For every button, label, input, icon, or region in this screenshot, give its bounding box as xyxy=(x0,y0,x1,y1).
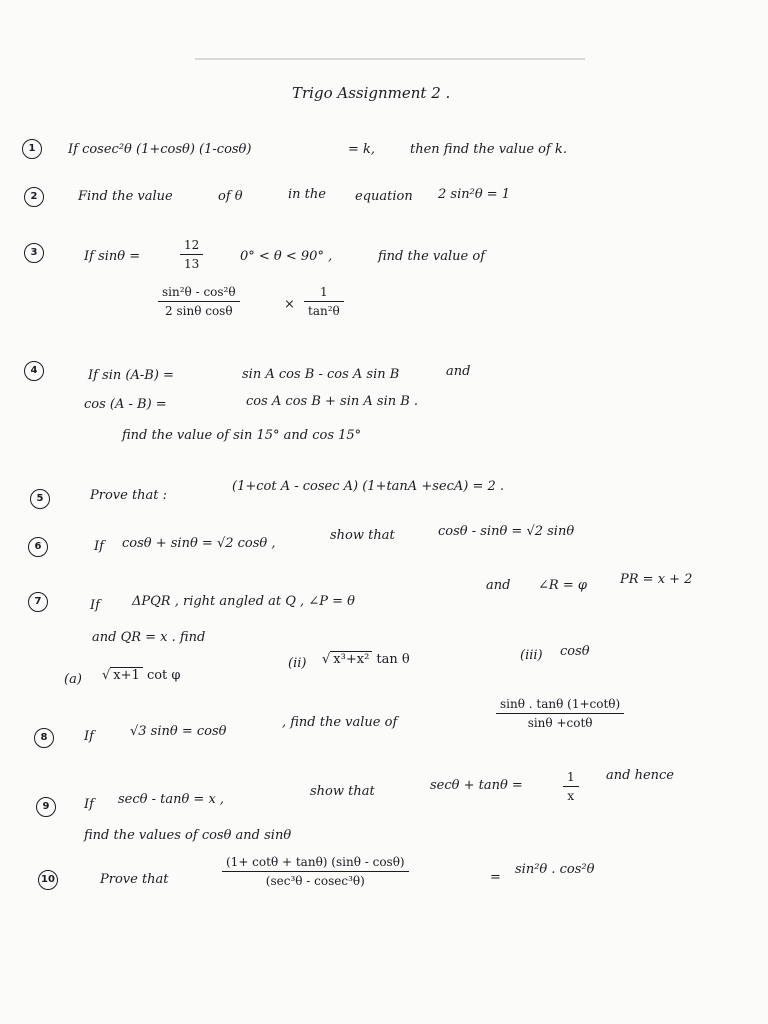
q9-fraction xyxy=(563,770,579,803)
q4-line2-b: cos A cos B + sin A sin B . xyxy=(246,394,419,409)
q5-text-b: (1+cot A - cosec A) (1+tanA +secA) = 2 . xyxy=(232,479,505,494)
q7-line1-c: and xyxy=(486,578,511,593)
q7-part-b-label: (ii) xyxy=(288,656,307,671)
q2-text-e: 2 sin²θ = 1 xyxy=(438,187,511,202)
q3-expression-2 xyxy=(304,285,344,318)
q7-line1-d: ∠R = φ xyxy=(538,578,587,593)
q6-text-b: cosθ + sinθ = √2 cosθ , xyxy=(122,536,276,551)
q1-text-b: = k, xyxy=(348,142,376,157)
question-number-7: 7 xyxy=(28,592,48,612)
question-number-2: 2 xyxy=(24,187,44,207)
q1-text-a: If cosec²θ (1+cosθ) (1-cosθ) xyxy=(68,142,252,157)
q2-text-a: Find the value xyxy=(78,189,173,204)
q9-fraction-bottom: x xyxy=(567,789,575,803)
q5-text-a: Prove that : xyxy=(90,488,168,503)
q6-text-c: show that xyxy=(330,528,395,543)
q9-line1-b: secθ - tanθ = x , xyxy=(118,792,225,807)
q7-part-c-rest: cosθ xyxy=(560,644,590,659)
q9-line1-e: and hence xyxy=(606,768,674,783)
q3-expression xyxy=(158,285,240,318)
question-number-10: 10 xyxy=(38,870,58,890)
q1-text-c: then find the value of k. xyxy=(410,142,567,157)
q10-expression-top: (1+ cotθ + tanθ) (sinθ - cosθ) xyxy=(222,855,409,872)
q3-expression-top: sin²θ - cos²θ xyxy=(158,285,240,302)
q7-part-a-expression: √ x+1 cot φ xyxy=(102,668,181,683)
q8-text-c: , find the value of xyxy=(282,715,398,730)
q4-line1-c: and xyxy=(446,364,471,379)
q7-line1-a: If xyxy=(90,598,100,613)
q8-expression xyxy=(496,697,624,730)
q3-fraction-top: 12 xyxy=(180,238,203,255)
q4-line1-a: If sin (A-B) = xyxy=(88,368,174,383)
q7-line1-e: PR = x + 2 xyxy=(620,572,693,587)
q10-expression xyxy=(222,855,409,888)
q7-part-c-label: (iii) xyxy=(520,648,543,663)
q8-text-a: If xyxy=(84,729,94,744)
q10-equals: = xyxy=(490,870,501,885)
page-edge-line xyxy=(195,58,585,60)
q10-text-c: sin²θ . cos²θ xyxy=(515,862,595,877)
q7-part-b-rest: tan θ xyxy=(376,652,410,667)
q2-text-d: equation xyxy=(355,189,413,204)
question-number-4: 4 xyxy=(24,361,44,381)
q9-line1-a: If xyxy=(84,797,94,812)
question-number-6: 6 xyxy=(28,537,48,557)
q7-part-a-rest: cot φ xyxy=(146,668,181,683)
q3-expression-bottom: 2 sinθ cosθ xyxy=(165,304,233,318)
q3-text-b: 0° < θ < 90° , xyxy=(240,249,333,264)
q10-text-a: Prove that xyxy=(100,872,169,887)
q9-fraction-top: 1 xyxy=(563,770,579,787)
q3-expression-2-bottom: tan²θ xyxy=(308,304,340,318)
q3-times: × xyxy=(284,297,295,312)
question-number-1: 1 xyxy=(22,139,42,159)
q7-part-b-radicand: x³+x² xyxy=(330,651,372,667)
q3-fraction xyxy=(180,238,203,271)
q7-part-b-expression: √ x³+x² tan θ xyxy=(322,652,410,667)
q8-expression-top: sinθ . tanθ (1+cotθ) xyxy=(496,697,624,714)
q8-text-b: √3 sinθ = cosθ xyxy=(130,724,227,739)
q9-line1-c: show that xyxy=(310,784,375,799)
q3-fraction-bottom: 13 xyxy=(184,257,200,271)
question-number-5: 5 xyxy=(30,489,50,509)
q8-expression-bottom: sinθ +cotθ xyxy=(527,716,593,730)
q2-text-b: of θ xyxy=(218,189,243,204)
question-number-9: 9 xyxy=(36,797,56,817)
q7-line1-b: ΔPQR , right angled at Q , ∠P = θ xyxy=(132,594,355,609)
question-number-3: 3 xyxy=(24,243,44,263)
question-number-8: 8 xyxy=(34,728,54,748)
q9-line1-d: secθ + tanθ = xyxy=(430,778,523,793)
q4-line3: find the value of sin 15° and cos 15° xyxy=(122,428,362,443)
q3-text-c: find the value of xyxy=(378,249,486,264)
q2-text-c: in the xyxy=(288,187,326,202)
q4-line1-b: sin A cos B - cos A sin B xyxy=(242,367,400,382)
q4-line2-a: cos (A - B) = xyxy=(84,397,167,412)
q10-expression-bottom: (sec³θ - cosec³θ) xyxy=(265,874,365,888)
q3-expression-2-top: 1 xyxy=(304,285,344,302)
q3-text-a: If sinθ = xyxy=(84,249,141,264)
q9-line2: find the values of cosθ and sinθ xyxy=(84,828,292,843)
q7-part-a-radicand: x+1 xyxy=(110,667,143,683)
q6-text-a: If xyxy=(94,539,104,554)
q7-part-a-label: (a) xyxy=(64,672,82,687)
q7-line2: and QR = x . find xyxy=(92,630,206,645)
page-title: Trigo Assignment 2 . xyxy=(292,84,451,102)
q6-text-d: cosθ - sinθ = √2 sinθ xyxy=(438,524,575,539)
